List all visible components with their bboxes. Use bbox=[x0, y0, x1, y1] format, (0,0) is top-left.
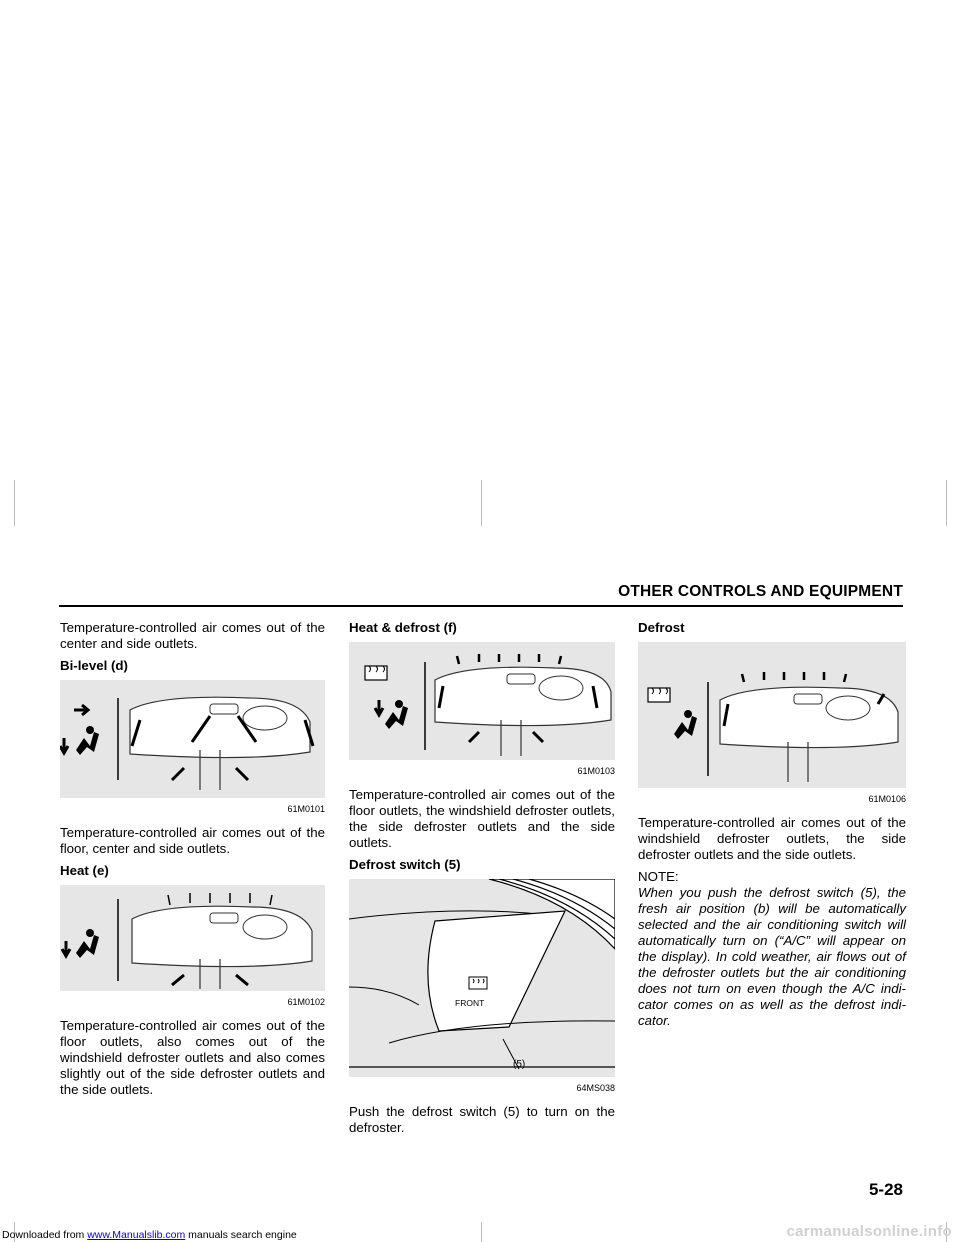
column-2 bbox=[349, 620, 615, 1142]
defrost-switch-figure bbox=[349, 879, 615, 1077]
bilevel-text: Temperature-controlled air comes out of the floor, center and side outlets. bbox=[60, 825, 325, 856]
figure-code: 61M0106 bbox=[868, 794, 906, 804]
manualslib-link[interactable]: www.Manualslib.com bbox=[87, 1229, 186, 1241]
crop-mark bbox=[481, 480, 482, 526]
defrost-heading: Defrost bbox=[638, 620, 685, 635]
footer-suffix: manuals search engine bbox=[185, 1229, 297, 1241]
heat-heading: Heat (e) bbox=[60, 863, 109, 878]
footer-prefix: Downloaded from bbox=[2, 1229, 88, 1241]
footer bbox=[2, 1229, 297, 1241]
section-title: OTHER CONTROLS AND EQUIPMENT bbox=[618, 583, 903, 600]
page-number: 5-28 bbox=[868, 1180, 903, 1199]
intro-text: Temperature-controlled air comes out of the center and side outlets. bbox=[60, 620, 325, 651]
figure-code: 61M0102 bbox=[287, 997, 325, 1007]
heat-defrost-heading: Heat & defrost (f) bbox=[349, 620, 457, 635]
defrost-switch-text: Push the defrost switch (5) to turn on the defroster. bbox=[349, 1104, 615, 1135]
figure-code: 61M0103 bbox=[577, 766, 615, 776]
bilevel-heading: Bi-level (d) bbox=[60, 658, 128, 673]
note-text: When you push the defrost switch (5), the fresh air position (b) will be automatically selected and the air conditioning switch will automatically turn on (“A/C” will appear on the display). In cold weather, air flows out of the defroster outlets but the air conditioning does not turn on even though the A/C indi-cator comes on as well as the defrost indi-cator. bbox=[638, 885, 906, 1028]
figure-code: 61M0101 bbox=[287, 804, 325, 814]
column-1 bbox=[60, 620, 325, 1104]
header-rule bbox=[59, 605, 903, 607]
heat-figure bbox=[60, 885, 325, 991]
crop-mark bbox=[14, 480, 15, 526]
switch-callout: (5) bbox=[513, 1059, 526, 1070]
bilevel-figure bbox=[60, 680, 325, 798]
defrost-icon bbox=[365, 666, 387, 680]
heat-text: Temperature-controlled air comes out of the floor outlets, also comes out of the windshield defroster outlets and also comes slightly out of the side defroster outlets and the side outlets. bbox=[60, 1018, 325, 1097]
defrost-icon bbox=[648, 688, 670, 702]
heat-defrost-figure bbox=[349, 642, 615, 760]
defrost-text: Temperature-controlled air comes out of the windshield defroster outlets, the side defroster outlets and the side outlets. bbox=[638, 815, 906, 862]
figure-code: 64MS038 bbox=[576, 1083, 615, 1093]
crop-mark bbox=[481, 1222, 482, 1242]
front-label: FRONT bbox=[455, 998, 485, 1008]
defrost-figure bbox=[638, 642, 906, 788]
defrost-switch-heading: Defrost switch (5) bbox=[349, 857, 461, 872]
heat-defrost-text: Temperature-controlled air comes out of the floor outlets, the windshield defroster outlets, the side defroster outlets and the side outlets. bbox=[349, 787, 615, 850]
column-3 bbox=[638, 620, 906, 1035]
watermark: carmanualsonline.info bbox=[786, 1223, 952, 1240]
crop-mark bbox=[946, 480, 947, 526]
note-label: NOTE: bbox=[638, 869, 679, 884]
